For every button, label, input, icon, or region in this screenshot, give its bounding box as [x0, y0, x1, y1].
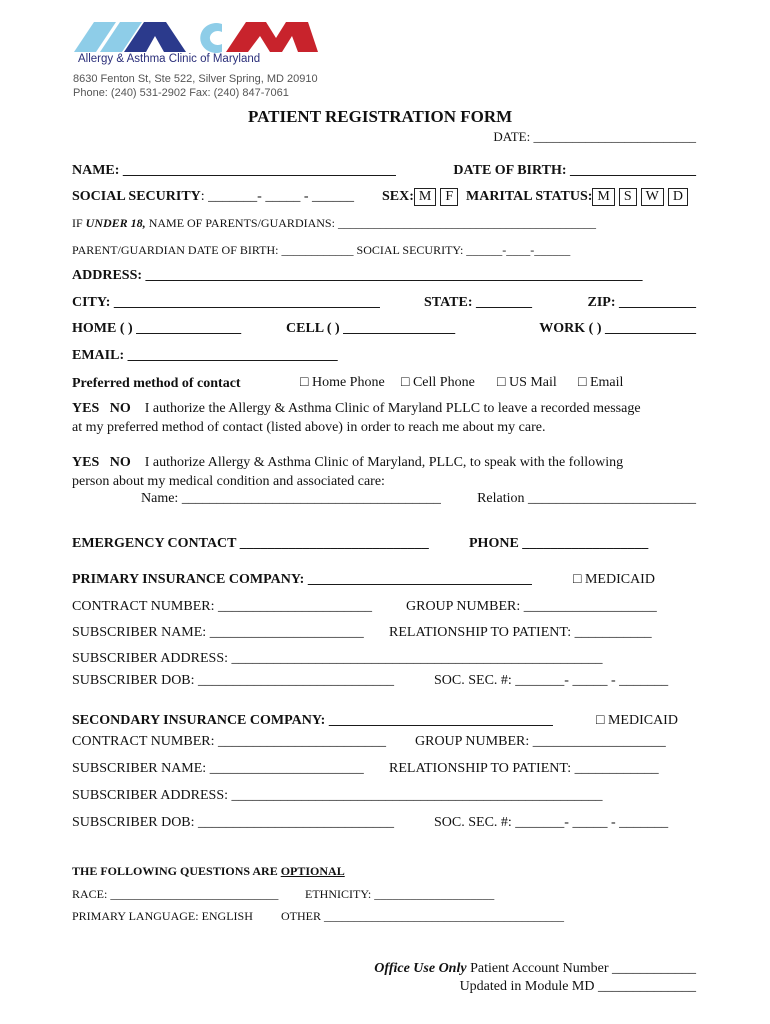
contact-option-us-mail[interactable]: □ US Mail — [497, 375, 557, 390]
authorization-message — [72, 401, 641, 417]
account-number-field[interactable]: Patient Account Number ____________ — [470, 961, 696, 976]
date-field[interactable]: DATE: _________________________ — [493, 129, 696, 144]
authorized-person-relation-field[interactable]: Relation ________________________ — [477, 491, 696, 506]
guardian-name-field[interactable] — [72, 216, 596, 231]
optional-heading — [72, 864, 345, 879]
sex-option-m[interactable]: M — [414, 188, 436, 206]
sex-label: SEX: — [382, 189, 414, 204]
secondary-subscriber-dob-field[interactable]: SUBSCRIBER DOB: ____________________________ — [72, 815, 395, 830]
dob-field[interactable]: DATE OF BIRTH: __________________ — [453, 163, 696, 178]
office-account-number — [374, 961, 696, 977]
marital-option-d[interactable]: D — [668, 188, 688, 206]
secondary-insurance-company-field[interactable]: SECONDARY INSURANCE COMPANY: ________________________________ — [72, 713, 553, 728]
ssn-blank: : _______- _____ - ______ — [200, 189, 354, 204]
contact-option-email[interactable]: □ Email — [578, 375, 624, 390]
logo-shape-c — [200, 23, 222, 53]
zip-field[interactable]: ZIP: ___________ — [587, 295, 696, 310]
cell-phone-field[interactable]: CELL ( ) ________________ — [286, 321, 456, 336]
marital-option-s[interactable]: S — [619, 188, 637, 206]
primary-subscriber-address-field[interactable]: SUBSCRIBER ADDRESS: _____________________________________________________ — [72, 651, 603, 666]
marital-field — [466, 188, 688, 206]
clinic-name: Allergy & Asthma Clinic of Maryland — [78, 53, 261, 65]
ssn-field[interactable] — [72, 189, 354, 205]
state-field[interactable]: STATE: ________ — [424, 295, 532, 310]
auth1-yes[interactable]: YES — [72, 401, 100, 416]
city-field[interactable]: CITY: ______________________________________ — [72, 295, 380, 310]
if-label: IF — [72, 216, 83, 230]
form-title: PATIENT REGISTRATION FORM — [248, 107, 513, 126]
guardian-dob-ssn-field[interactable]: PARENT/GUARDIAN DATE OF BIRTH: ____________ SOCIAL SECURITY: ______-____-______ — [72, 243, 571, 257]
primary-contract-number-field[interactable]: CONTRACT NUMBER: ______________________ — [72, 599, 372, 614]
home-phone-field[interactable]: HOME ( ) _______________ — [72, 321, 242, 336]
optional-heading-prefix: THE FOLLOWING QUESTIONS ARE — [72, 864, 278, 878]
ethnicity-field[interactable]: ETHNICITY: ____________________ — [305, 887, 495, 901]
ssn-label: SOCIAL SECURITY — [72, 189, 201, 204]
primary-language-label[interactable]: PRIMARY LANGUAGE: ENGLISH — [72, 909, 253, 923]
primary-group-number-field[interactable]: GROUP NUMBER: ___________________ — [406, 599, 657, 614]
primary-relationship-field[interactable]: RELATIONSHIP TO PATIENT: ___________ — [389, 625, 652, 640]
auth2-line1: I authorize Allergy & Asthma Clinic of Maryland, PLLC, to speak with the following — [144, 455, 624, 470]
address-field[interactable]: ADDRESS: _______________________________________________________________________ — [72, 268, 643, 283]
logo-shape-red — [226, 22, 318, 52]
secondary-relationship-field[interactable]: RELATIONSHIP TO PATIENT: ____________ — [389, 761, 659, 776]
primary-subscriber-dob-field[interactable]: SUBSCRIBER DOB: ____________________________ — [72, 673, 395, 688]
contact-option-home-phone[interactable]: □ Home Phone — [300, 375, 385, 390]
auth2-no[interactable]: NO — [109, 455, 131, 470]
auth1-line1: I authorize the Allergy & Asthma Clinic of Maryland PLLC to leave a recorded message — [144, 401, 641, 416]
work-phone-field[interactable]: WORK ( ) _____________ — [539, 321, 696, 336]
marital-option-m[interactable]: M — [592, 188, 614, 206]
sex-field — [382, 188, 458, 206]
primary-subscriber-name-field[interactable]: SUBSCRIBER NAME: ______________________ — [72, 625, 364, 640]
preferred-contact-label: Preferred method of contact — [72, 376, 241, 391]
emergency-phone-field[interactable]: PHONE __________________ — [469, 536, 649, 551]
secondary-medicaid-checkbox[interactable]: □ MEDICAID — [596, 713, 678, 728]
auth1-no[interactable]: NO — [109, 401, 131, 416]
race-field[interactable]: RACE: ____________________________ — [72, 887, 279, 901]
secondary-subscriber-address-field[interactable]: SUBSCRIBER ADDRESS: _____________________________________________________ — [72, 788, 603, 803]
primary-soc-sec-field[interactable]: SOC. SEC. #: _______- _____ - _______ — [434, 673, 669, 688]
clinic-logo — [72, 18, 322, 65]
module-md-field[interactable]: Updated in Module MD ______________ — [459, 979, 696, 994]
secondary-group-number-field[interactable]: GROUP NUMBER: ___________________ — [415, 734, 666, 749]
name-field[interactable]: NAME: _______________________________________ — [72, 163, 396, 178]
secondary-contract-number-field[interactable]: CONTRACT NUMBER: ________________________ — [72, 734, 386, 749]
secondary-subscriber-name-field[interactable]: SUBSCRIBER NAME: ______________________ — [72, 761, 364, 776]
marital-label: MARITAL STATUS: — [466, 189, 593, 204]
contact-option-cell-phone[interactable]: □ Cell Phone — [401, 375, 475, 390]
other-language-field[interactable]: OTHER ________________________________________ — [281, 909, 564, 923]
sex-option-f[interactable]: F — [440, 188, 458, 206]
auth2-yes[interactable]: YES — [72, 455, 100, 470]
office-use-label: Office Use Only — [374, 961, 467, 976]
primary-insurance-company-field[interactable]: PRIMARY INSURANCE COMPANY: ________________________________ — [72, 572, 532, 587]
clinic-address: 8630 Fenton St, Ste 522, Silver Spring, MD 20910 — [73, 73, 318, 85]
clinic-logo-graphic — [72, 18, 322, 54]
auth2-line2: person about my medical condition and associated care: — [72, 474, 385, 489]
optional-heading-emph: OPTIONAL — [280, 864, 345, 878]
primary-medicaid-checkbox[interactable]: □ MEDICAID — [573, 572, 655, 587]
emergency-contact-field[interactable]: EMERGENCY CONTACT ___________________________ — [72, 536, 429, 551]
authorized-person-name-field[interactable]: Name: _____________________________________ — [141, 491, 441, 506]
guardian-name-line: NAME OF PARENTS/GUARDIANS: ___________________________________________ — [148, 216, 596, 230]
under-18-label: UNDER 18, — [85, 216, 146, 230]
secondary-soc-sec-field[interactable]: SOC. SEC. #: _______- _____ - _______ — [434, 815, 669, 830]
clinic-phone-fax: Phone: (240) 531-2902 Fax: (240) 847-7061 — [73, 87, 289, 99]
auth1-line2: at my preferred method of contact (listed above) in order to reach me about my care. — [72, 420, 546, 435]
marital-option-w[interactable]: W — [641, 188, 664, 206]
email-field[interactable]: EMAIL: ______________________________ — [72, 348, 338, 363]
authorization-speak — [72, 455, 623, 471]
